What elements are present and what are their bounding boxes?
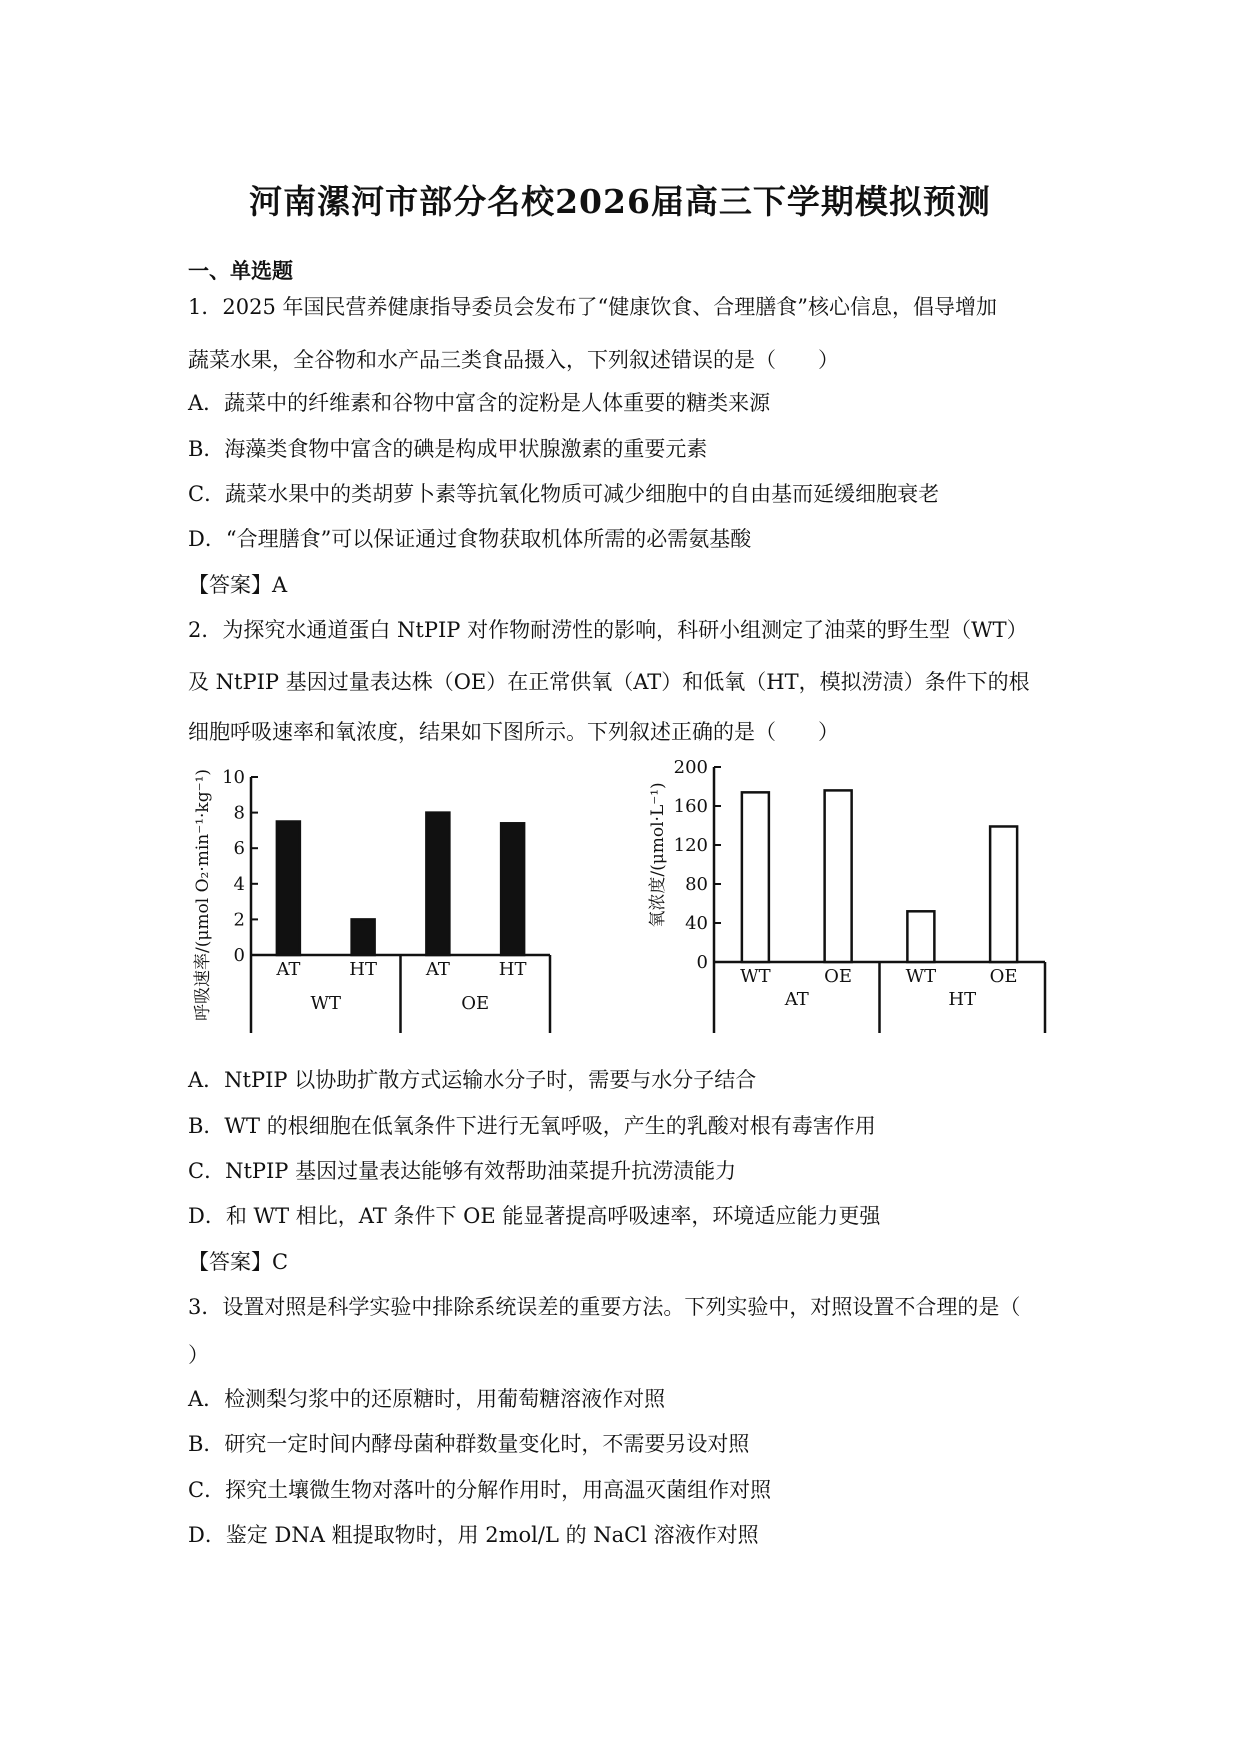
chart1-bar (352, 919, 375, 955)
chart1-bar (277, 822, 300, 956)
chart2-bar (742, 792, 769, 962)
chart1-y-tick-label: 4 (233, 873, 245, 895)
q3-option-b: B．研究一定时间内酵母菌种群数量变化时，不需要另设对照 (188, 1432, 750, 1456)
chart1-bar (426, 813, 449, 955)
chart2-group-label: AT (784, 989, 809, 1010)
q2-option-a: A．NtPIP 以协助扩散方式运输水分子时，需要与水分子结合 (188, 1068, 757, 1092)
chart1-group-label: WT (310, 993, 342, 1014)
chart2-y-tick-label: 200 (673, 757, 708, 778)
page-title: 河南漯河市部分名校2026届高三下学期模拟预测 (249, 182, 991, 221)
q2-stem-line-1: 2．为探究水通道蛋白 NtPIP 对作物耐涝性的影响，科研小组测定了油菜的野生型（WT） (188, 618, 1028, 642)
chart2-category-label: OE (824, 966, 853, 987)
q3-stem-line-2: ） (188, 1343, 209, 1367)
oxygen-concentration-chart-svg (640, 755, 1060, 1040)
chart1-y-tick-label: 8 (233, 802, 245, 824)
q2-option-b: B．WT 的根细胞在低氧条件下进行无氧呼吸，产生的乳酸对根有毒害作用 (188, 1114, 876, 1138)
chart2-group-label: HT (948, 989, 977, 1010)
chart2-y-axis-label: 氧浓度/(μmol·L⁻¹) (648, 782, 668, 928)
chart2-category-label: WT (740, 966, 771, 987)
chart2-category-label: WT (905, 966, 937, 987)
chart1-y-tick-label: 6 (233, 838, 245, 860)
q2-option-d: D．和 WT 相比，AT 条件下 OE 能显著提高呼吸速率，环境适应能力更强 (188, 1204, 881, 1228)
q3-option-a: A．检测梨匀浆中的还原糖时，用葡萄糖溶液作对照 (188, 1387, 666, 1411)
chart1-y-axis-label: 呼吸速率/(μmol O₂·min⁻¹·kg⁻¹) (193, 768, 213, 1022)
chart2-y-tick-label: 160 (673, 796, 708, 817)
q2-stem-line-3: 细胞呼吸速率和氧浓度，结果如下图所示。下列叙述正确的是（ ） (188, 720, 839, 744)
chart2-bar (990, 826, 1017, 962)
q1-option-d: D．“合理膳食”可以保证通过食物获取机体所需的必需氨基酸 (188, 527, 752, 551)
q1-stem-line-1: 1．2025 年国民营养健康指导委员会发布了“健康饮食、合理膳食”核心信息，倡导增加 (188, 295, 997, 319)
chart2-y-tick-label: 80 (685, 874, 708, 895)
oxygen-concentration-chart (640, 755, 1060, 1040)
chart2-bar (907, 911, 934, 962)
q3-stem-line-1: 3．设置对照是科学实验中排除系统误差的重要方法。下列实验中，对照设置不合理的是（ (188, 1295, 1021, 1319)
q1-option-c: C．蔬菜水果中的类胡萝卜素等抗氧化物质可减少细胞中的自由基而延缓细胞衰老 (188, 482, 940, 506)
chart2-y-tick-label: 120 (673, 835, 708, 856)
chart1-category-label: HT (498, 959, 527, 980)
q2-stem-line-2: 及 NtPIP 基因过量表达株（OE）在正常供氧（AT）和低氧（HT，模拟涝渍）条件下的根 (188, 670, 1030, 694)
q3-option-d: D．鉴定 DNA 粗提取物时，用 2mol/L 的 NaCl 溶液作对照 (188, 1523, 759, 1547)
q3-option-c: C．探究土壤微生物对落叶的分解作用时，用高温灭菌组作对照 (188, 1478, 772, 1502)
chart2-y-tick-label: 0 (696, 952, 708, 973)
chart1-bar (501, 823, 524, 955)
q1-stem-line-2: 蔬菜水果，全谷物和水产品三类食品摄入，下列叙述错误的是（ ） (188, 348, 839, 372)
q1-option-b: B．海藻类食物中富含的碘是构成甲状腺激素的重要元素 (188, 437, 708, 461)
respiration-rate-chart-svg (185, 755, 575, 1040)
chart1-group-label: OE (461, 993, 490, 1014)
chart1-category-label: AT (276, 959, 301, 980)
chart1-y-tick-label: 10 (222, 767, 245, 788)
q1-answer: 【答案】A (188, 573, 288, 597)
q2-option-c: C．NtPIP 基因过量表达能够有效帮助油菜提升抗涝渍能力 (188, 1159, 737, 1183)
q2-answer: 【答案】C (188, 1250, 289, 1274)
q1-option-a: A．蔬菜中的纤维素和谷物中富含的淀粉是人体重要的糖类来源 (188, 391, 771, 415)
chart1-y-tick-label: 2 (233, 909, 245, 931)
chart2-y-tick-label: 40 (685, 913, 708, 934)
section-heading: 一、单选题 (188, 258, 293, 283)
chart1-category-label: AT (425, 959, 450, 980)
chart2-bar (825, 790, 852, 962)
respiration-rate-chart (185, 755, 575, 1040)
chart1-y-tick-label: 0 (233, 945, 245, 966)
chart1-category-label: HT (349, 959, 377, 980)
chart2-category-label: OE (989, 966, 1018, 987)
